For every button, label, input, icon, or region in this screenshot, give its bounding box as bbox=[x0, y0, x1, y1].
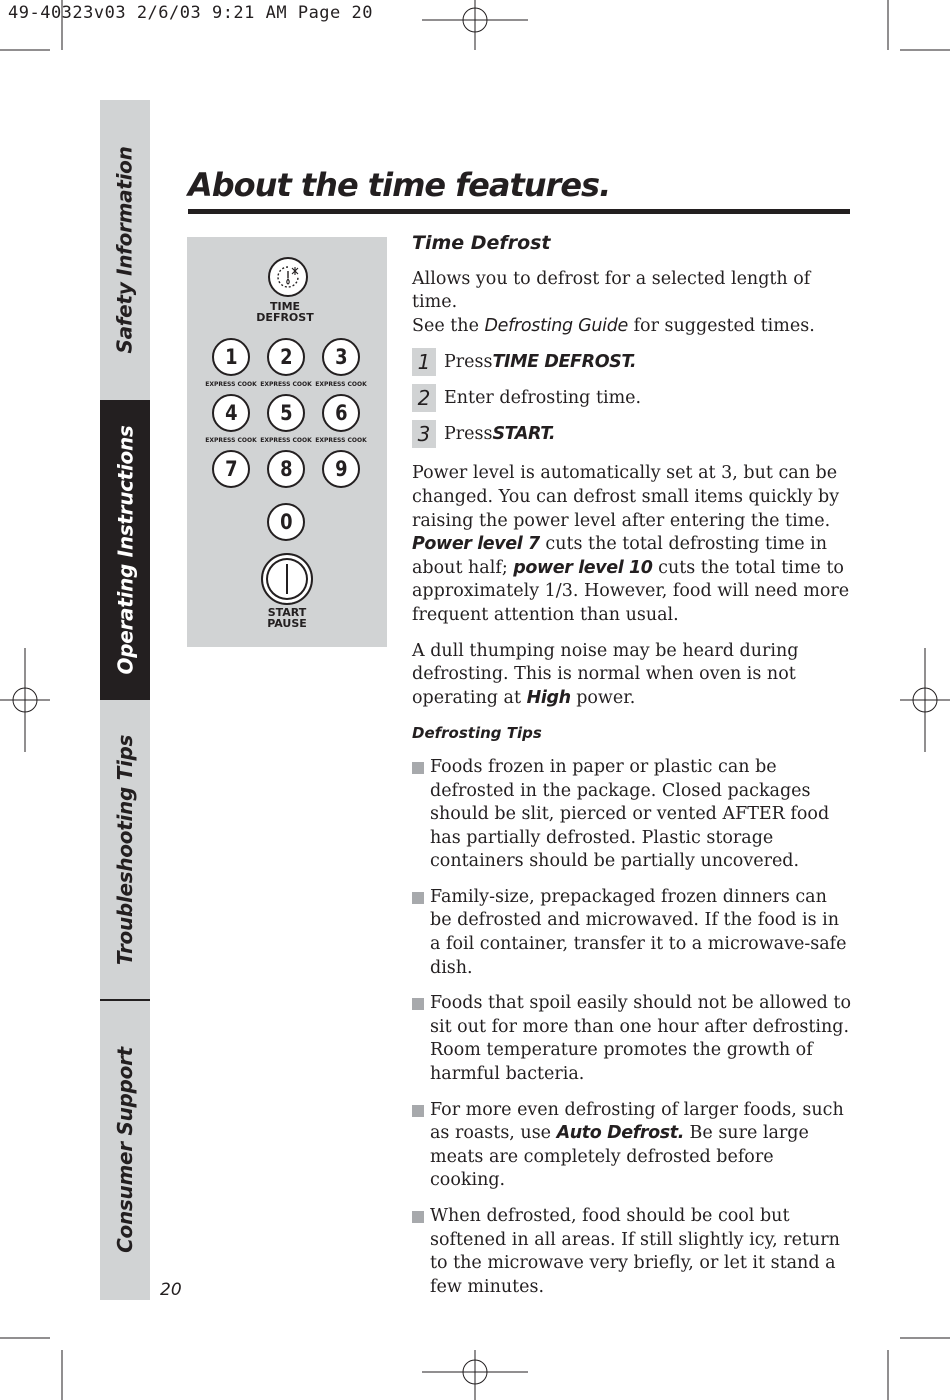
express-cook-label: EXPRESS COOK bbox=[205, 437, 257, 444]
tab-divider bbox=[100, 999, 150, 1001]
start-pause-button[interactable] bbox=[261, 553, 313, 605]
express-cook-label: EXPRESS COOK bbox=[205, 381, 257, 388]
tip-item: When defrosted, food should be cool but softened in all areas. If still slightly icy, return to the microwave very briefly, or let it stand a few minutes. bbox=[412, 1205, 852, 1299]
digit-5-button[interactable]: 5 bbox=[267, 394, 305, 432]
step-item: 2 Enter defrosting time. bbox=[412, 384, 852, 412]
page-title: About the time features. bbox=[188, 166, 611, 204]
step-item: 3 Press START. bbox=[412, 420, 852, 448]
tab-consumer-support[interactable] bbox=[100, 1000, 150, 1300]
digit-6-button[interactable]: 6 bbox=[322, 394, 360, 432]
digit-1-button[interactable]: 1 bbox=[212, 338, 250, 376]
title-rule bbox=[188, 209, 850, 214]
step-number: 1 bbox=[412, 348, 436, 376]
defrost-icon bbox=[275, 264, 301, 290]
bullet-square-icon bbox=[412, 1105, 424, 1117]
noise-paragraph: A dull thumping noise may be heard during defrosting. This is normal when oven is not operating at High power. bbox=[412, 640, 799, 708]
tips-heading: Defrosting Tips bbox=[412, 724, 542, 743]
step-number: 3 bbox=[412, 420, 436, 448]
tab-label: Consumer Support bbox=[113, 1047, 138, 1253]
power-level-paragraph: Power level is automatically set at 3, but can be changed. You can defrost small items quickly by raising the power level after entering the time. Power level 7 cuts the total defrosting time in about half; power level 10 cuts the total time to approximately 1/3. However, food will need more frequent attention than usual. bbox=[412, 463, 850, 625]
tab-label: Operating Instructions bbox=[113, 425, 138, 675]
tip-item: For more even defrosting of larger foods, such as roasts, use Auto Defrost. Be sure large meats are completely defrosted before cooking. bbox=[412, 1099, 852, 1193]
page-number: 20 bbox=[160, 1280, 182, 1300]
bullet-square-icon bbox=[412, 892, 424, 904]
step-list bbox=[412, 348, 852, 448]
digit-2-button[interactable]: 2 bbox=[267, 338, 305, 376]
intro-text: Allows you to defrost for a selected length of time. bbox=[412, 268, 811, 313]
time-defrost-label: TIME DEFROST bbox=[256, 300, 314, 324]
tip-item: Foods frozen in paper or plastic can be defrosted in the package. Closed packages should be slit, pierced or vented AFTER food has partially defrosted. Plastic storage containers should be partially uncovered. bbox=[412, 756, 852, 874]
step-item: 1 Press TIME DEFROST. bbox=[412, 348, 852, 376]
bullet-square-icon bbox=[412, 998, 424, 1010]
step-number: 2 bbox=[412, 384, 436, 412]
tab-operating-instructions[interactable] bbox=[100, 400, 150, 700]
section-sidebar bbox=[100, 100, 150, 1300]
content-column bbox=[412, 232, 852, 1311]
digit-9-button[interactable]: 9 bbox=[322, 450, 360, 488]
tab-label: Troubleshooting Tips bbox=[113, 734, 137, 966]
start-pause-label: START PAUSE bbox=[267, 606, 307, 630]
time-defrost-button[interactable] bbox=[268, 257, 308, 297]
digit-4-button[interactable]: 4 bbox=[212, 394, 250, 432]
tip-item: Foods that spoil easily should not be allowed to sit out for more than one hour after defrosting. Room temperature promotes the growth of harmful bacteria. bbox=[412, 992, 852, 1086]
keypad-illustration bbox=[187, 237, 387, 647]
digit-0-button[interactable]: 0 bbox=[267, 503, 305, 541]
express-cook-label: EXPRESS COOK bbox=[315, 437, 367, 444]
digit-7-button[interactable]: 7 bbox=[212, 450, 250, 488]
power-line-icon bbox=[285, 564, 289, 594]
print-slug: 49-40323v03 2/6/03 9:21 AM Page 20 bbox=[8, 3, 373, 23]
digit-8-button[interactable]: 8 bbox=[267, 450, 305, 488]
express-cook-label: EXPRESS COOK bbox=[315, 381, 367, 388]
bullet-square-icon bbox=[412, 1211, 424, 1223]
section-heading: Time Defrost bbox=[412, 232, 551, 254]
express-cook-label: EXPRESS COOK bbox=[260, 381, 312, 388]
tip-item: Family-size, prepackaged frozen dinners can be defrosted and microwaved. If the food is in a foil container, transfer it to a microwave-safe dish. bbox=[412, 886, 852, 980]
tab-label: Safety Information bbox=[113, 146, 138, 354]
intro-text-guide: See the Defrosting Guide for suggested times. bbox=[412, 315, 815, 336]
express-cook-label: EXPRESS COOK bbox=[260, 437, 312, 444]
bullet-square-icon bbox=[412, 762, 424, 774]
tab-safety-information[interactable] bbox=[100, 100, 150, 400]
digit-3-button[interactable]: 3 bbox=[322, 338, 360, 376]
tab-troubleshooting-tips[interactable] bbox=[100, 700, 150, 1000]
